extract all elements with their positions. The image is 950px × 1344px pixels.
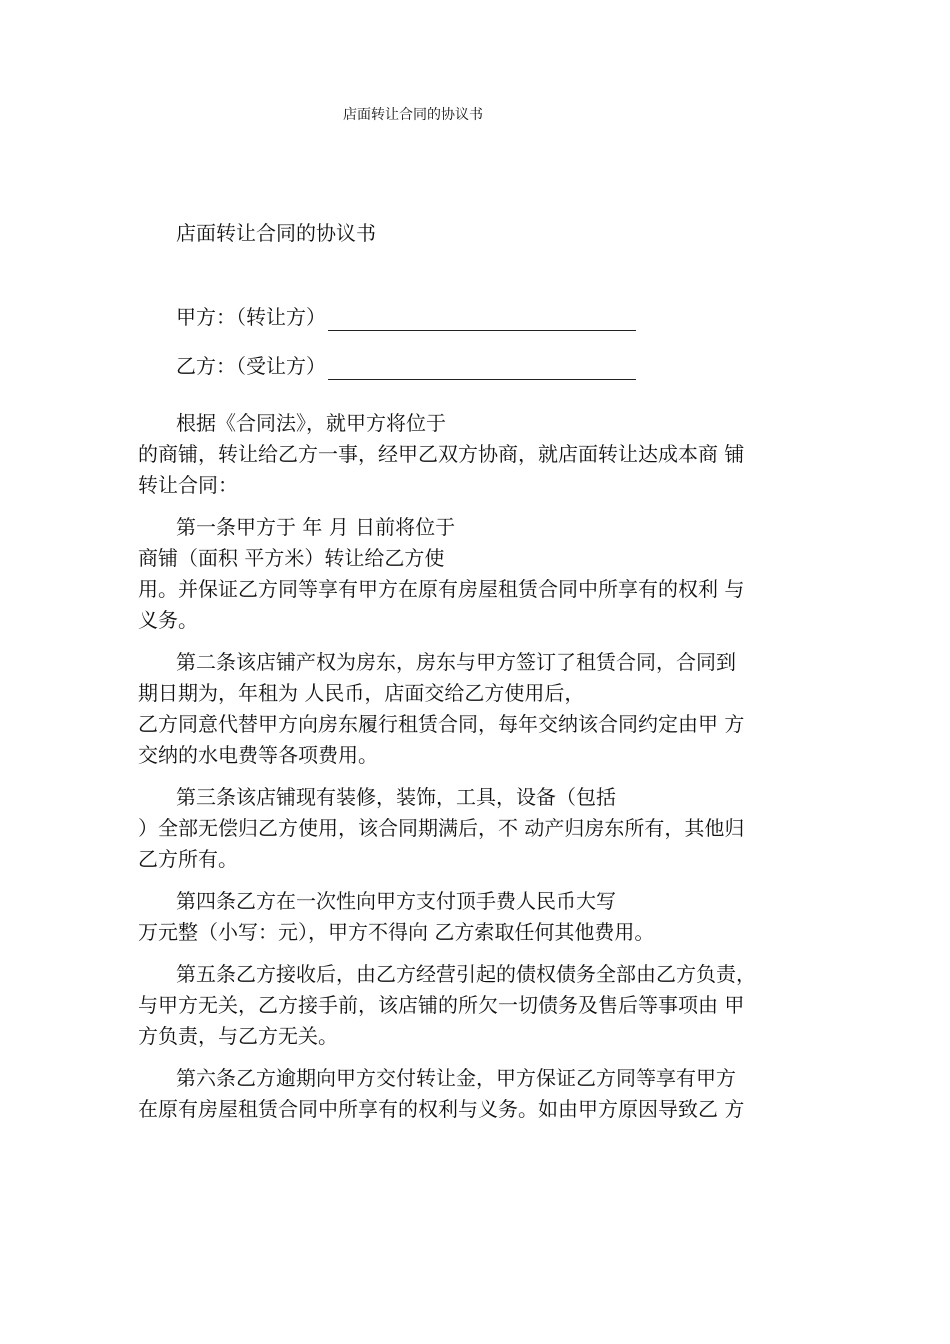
- paragraph-article-3: [138, 782, 828, 875]
- paragraph-article-2: [138, 647, 828, 771]
- party-b-label: 乙方：（受让方）: [176, 354, 326, 378]
- text-line: 在原有房屋租赁合同中所享有的权利与义务。如由甲方原因导致乙 方: [138, 1097, 745, 1121]
- party-a-label: 甲方：（转让方）: [176, 305, 326, 329]
- party-b-blank: [328, 357, 636, 380]
- paragraph-article-6: [138, 1063, 828, 1125]
- text-line: 万元整（小写：元），甲方不得向 乙方索取任何其他费用。: [138, 920, 655, 944]
- text-line: 商铺（面积 平方米）转让给乙方使: [138, 546, 445, 570]
- party-a-blank: [328, 308, 636, 331]
- document-title: 店面转让合同的协议书: [176, 221, 376, 245]
- paragraph-article-1: [138, 512, 828, 636]
- text-line: 与甲方无关，乙方接手前，该店铺的所欠一切债务及售后等事项由 甲: [138, 993, 745, 1017]
- text-line: 的商铺，转让给乙方一事，经甲乙双方协商，就店面转让达成本商 铺: [138, 442, 745, 466]
- text-line: 第四条乙方在一次性向甲方支付顶手费人民币大写: [176, 889, 616, 913]
- text-line: 第二条该店铺产权为房东，房东与甲方签订了租赁合同，合同到: [176, 650, 736, 674]
- party-b-line: [176, 352, 636, 380]
- paragraph-article-4: [138, 886, 828, 948]
- text-line: 转让合同：: [138, 473, 238, 497]
- text-line: 乙方同意代替甲方向房东履行租赁合同，每年交纳该合同约定由甲 方: [138, 712, 745, 736]
- text-line: 乙方所有。: [138, 847, 238, 871]
- party-a-line: [176, 303, 636, 331]
- text-line: 第一条甲方于 年 月 日前将位于: [176, 515, 456, 539]
- paragraph-article-5: [138, 959, 828, 1052]
- contract-body: [138, 408, 828, 1136]
- paragraph-preamble: [138, 408, 828, 501]
- text-line: 期日期为，年租为 人民币，店面交给乙方使用后，: [138, 681, 585, 705]
- text-line: 第三条该店铺现有装修，装饰，工具，设备（包括: [176, 785, 616, 809]
- text-line: 第六条乙方逾期向甲方交付转让金，甲方保证乙方同等享有甲方: [176, 1066, 736, 1090]
- text-line: 交纳的水电费等各项费用。: [138, 743, 378, 767]
- text-line: ）全部无偿归乙方使用，该合同期满后，不 动产归房东所有，其他归: [138, 816, 745, 840]
- text-line: 义务。: [138, 608, 198, 632]
- text-line: 第五条乙方接收后，由乙方经营引起的债权债务全部由乙方负责，: [176, 962, 756, 986]
- text-line: 根据《合同法》，就甲方将位于: [176, 411, 446, 435]
- text-line: 方负责，与乙方无关。: [138, 1024, 338, 1048]
- running-header: 店面转让合同的协议书: [343, 107, 483, 123]
- text-line: 用。并保证乙方同等享有甲方在原有房屋租赁合同中所享有的权利 与: [138, 577, 745, 601]
